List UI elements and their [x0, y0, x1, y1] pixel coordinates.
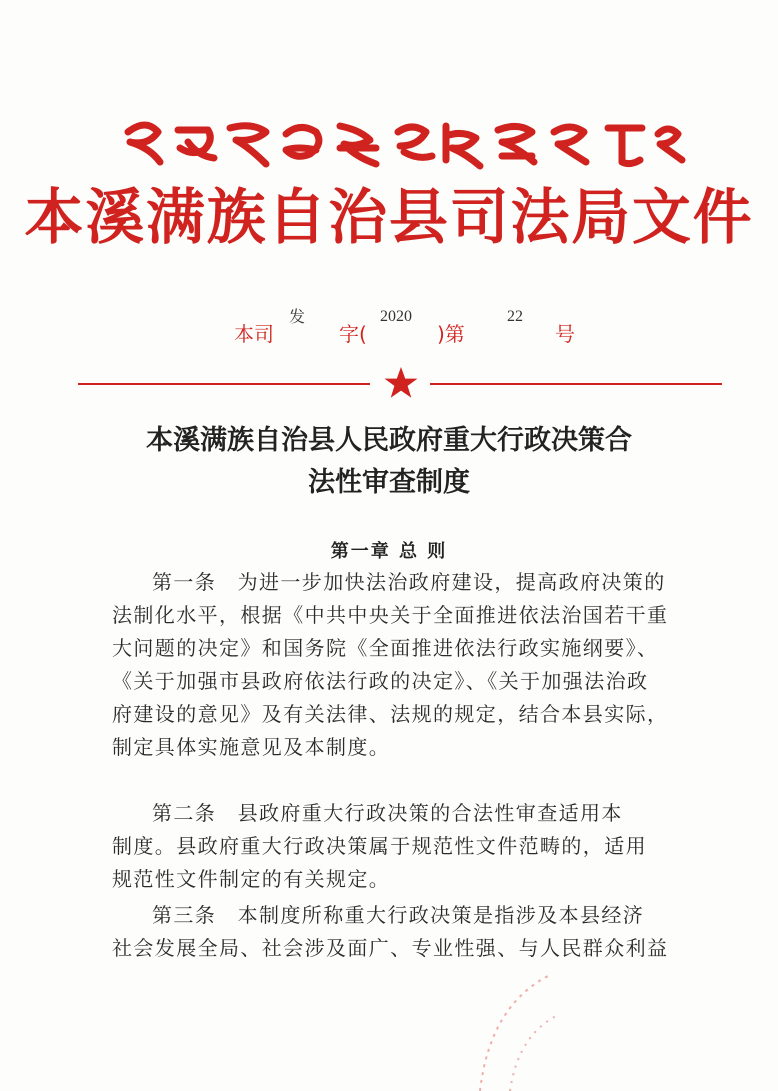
article-2 [112, 797, 692, 896]
article-1-line-5: 府建设的意见》及有关法律、法规的规定，结合本县实际， [112, 702, 669, 726]
article-1-line-1: 第一条 为进一步加快法治政府建设，提高政府决策的 [152, 570, 666, 594]
article-2-line-1: 第二条 县政府重大行政决策的合法性审查适用本 [152, 801, 623, 825]
document-title-line-1: 本溪满族自治县人民政府重大行政决策合 [146, 425, 632, 456]
article-3-line-1: 第三条 本制度所称重大行政决策是指涉及本县经济 [152, 903, 645, 927]
manchu-script-heading [118, 97, 688, 174]
document-title [0, 420, 778, 504]
manchu-script-graphic [118, 97, 688, 174]
manchu-script-text: ᠪᡝᠨ ᠰᡳ ᠮᠠᠨᠵᡠ ᡠᡴᠰᡠᡵᠠ [118, 97, 266, 116]
document-title-line-2: 法性审查制度 [308, 467, 470, 498]
article-3 [112, 899, 692, 965]
article-1-line-3: 大问题的决定》和国务院《全面推进依法行政实施纲要》、 [112, 636, 659, 660]
article-3-line-2: 社会发展全局、社会涉及面广、专业性强、与人民群众利益 [112, 936, 669, 960]
article-1 [112, 566, 692, 764]
seal-stamp-partial [470, 965, 560, 1091]
document-number [0, 302, 778, 346]
doc-number-year: 2020 [380, 308, 412, 325]
doc-number-di: )第 [437, 322, 465, 346]
issuing-authority-title: 本溪满族自治县司法局文件 [24, 183, 754, 253]
doc-number-type: 发 [289, 309, 306, 326]
article-1-line-6: 制定具体实施意见及本制度。 [112, 735, 391, 759]
article-2-line-2: 制度。县政府重大行政决策属于规范性文件范畴的，适用 [112, 834, 647, 858]
doc-number-hao: 号 [555, 322, 575, 346]
chapter-heading: 第一章 总 则 [330, 541, 448, 562]
divider-line-right [430, 383, 722, 385]
article-1-line-2: 法制化水平，根据《中共中央关于全面推进依法治国若干重 [112, 603, 669, 627]
article-2-line-3: 规范性文件制定的有关规定。 [112, 867, 391, 891]
article-1-line-4: 《关于加强市县政府依法行政的决定》、《关于加强法治政 [112, 669, 649, 693]
doc-number-value: 22 [507, 308, 523, 325]
doc-number-zi: 字( [339, 322, 367, 346]
divider-line-left [78, 383, 370, 385]
header-divider [78, 366, 722, 396]
doc-number-prefix: 本司 [234, 322, 274, 346]
red-star-icon [384, 366, 418, 400]
